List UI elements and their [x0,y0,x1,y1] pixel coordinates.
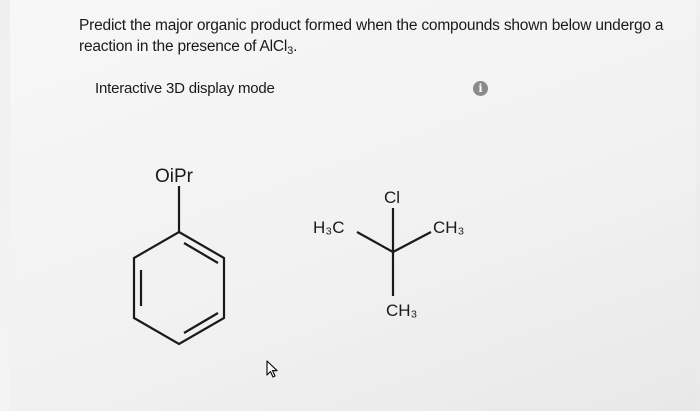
substituent-label: OiPr [155,166,193,187]
question-text: Predict the major organic product formed when the compounds shown below undergo a reaction in the presence of AlCl$_3$. [79,17,664,57]
bond-to-left-methyl [357,232,393,252]
tert-butyl-chloride [357,208,431,296]
benzene-ring [134,232,224,344]
info-icon[interactable]: i [473,81,488,96]
right-methyl-label: CH₃ [433,218,465,237]
bottom-methyl-label: CH₃ [386,301,418,320]
mouse-cursor-icon [266,360,280,380]
ring-double-bond-top [184,243,218,263]
isopropoxybenzene [134,186,224,344]
ring-double-bond-bottom [184,313,218,333]
cl-label: Cl [384,188,401,207]
bond-to-right-methyl [393,232,431,252]
display-mode-label: Interactive 3D display mode [95,80,275,97]
left-methyl-label: H₃C [313,218,345,237]
